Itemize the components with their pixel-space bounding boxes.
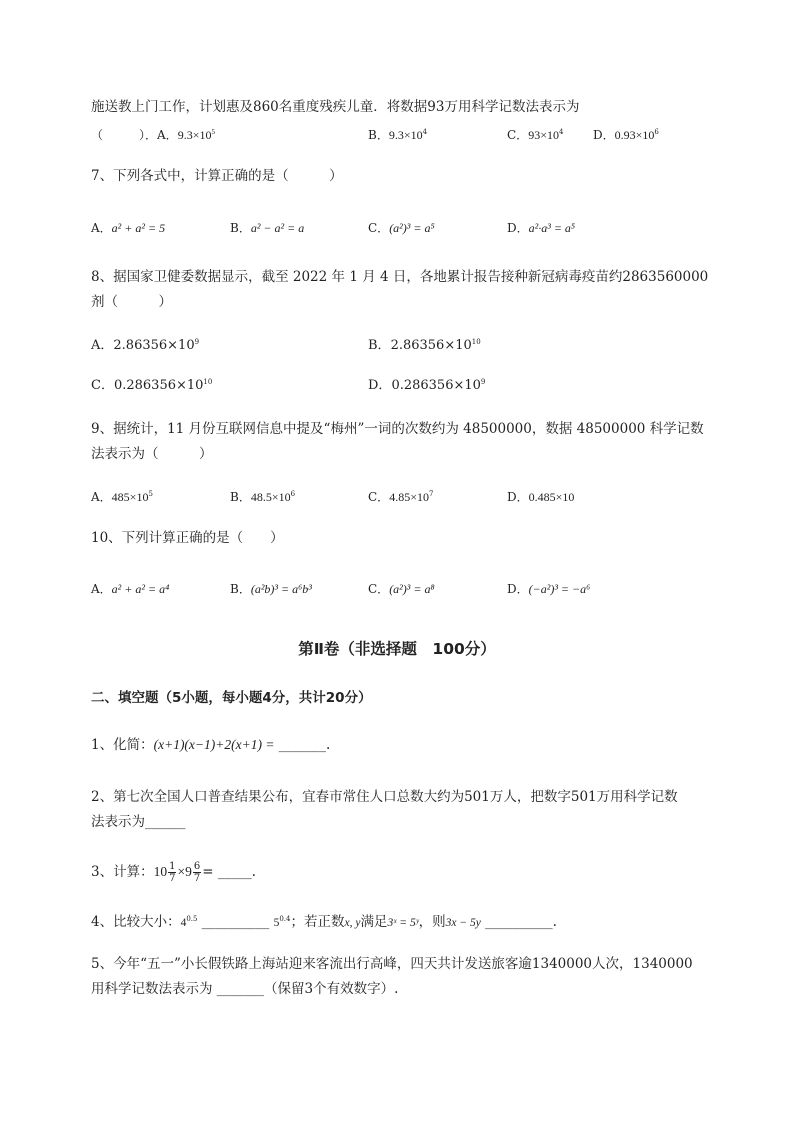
q8-stem-line1: 8、据国家卫健委数据显示，截至 2022 年 1 月 4 日，各地累计报告接种新冠病毒疫苗约2863560000: [91, 269, 709, 285]
fill-4-blank-1[interactable]: __________: [201, 914, 270, 930]
q6-option-d: D．$0.93\times 10^6$: [593, 128, 659, 142]
q7-stem: 7、下列各式中，计算正确的是（ ）: [91, 168, 343, 184]
fill-3-blank[interactable]: = _____.: [202, 864, 256, 880]
fill-4: 4、比较大小：$4^{0.5}$ __________ $5^{0.4}$；若正数x, y满足3ˣ = 5ʸ，则3x − 5y __________.: [91, 914, 557, 930]
q6-paren: （ ）．: [91, 128, 158, 142]
q7-option-d: D．a²·a³ = a⁵: [507, 221, 576, 235]
q6-stem-line: 施送教上门工作，计划惠及860名重度残疾儿童．将数据93万用科学记数法表示为: [91, 99, 580, 115]
fill-2-line2: 法表示为______: [91, 814, 186, 830]
q7-option-a: A．a² + a² = 5: [91, 221, 166, 235]
q8-option-b: B．$2.86356\times 10^{10}$: [368, 338, 481, 353]
fill-3: 3、计算：10 $\frac{1}{7}$ ×9 $\frac{6}{7}$ = _____.: [91, 861, 256, 884]
q8-option-c: C．$0.286356\times 10^{10}$: [91, 378, 213, 393]
q6-option-b: B．$9.3\times 10^4$: [368, 128, 428, 142]
q7-option-b: B．a² − a² = a: [230, 221, 305, 235]
q9-option-d: D．0.485×10: [507, 490, 575, 504]
q6-option-c: C．$93\times 10^4$: [507, 128, 564, 142]
q10-stem: 10、下列计算正确的是（ ）: [91, 530, 284, 546]
q8-stem-line2: 剂（ ）: [91, 294, 172, 310]
fraction-6-7: $\frac{6}{7}$: [193, 861, 201, 884]
q9-stem-line2: 法表示为（ ）: [91, 446, 213, 462]
fill-5-line1: 5、今年“五一”小长假铁路上海站迎来客流出行高峰，四天共计发送旅客逾1340000人次，1340000: [91, 956, 693, 972]
q8-option-a: A．$2.86356\times 10^9$: [91, 338, 200, 353]
q6-options-row: [91, 126, 215, 144]
q6-option-a-label: A．: [157, 128, 178, 142]
q10-option-a: A．a² + a² = a⁴: [91, 582, 170, 596]
fill-1-expr: (x+1)(x−1)+2(x+1) =: [153, 737, 275, 752]
q7-option-c: C．(a²)³ = a⁵: [368, 221, 435, 235]
q10-option-c: C．(a²)³ = a⁸: [368, 582, 435, 596]
fill-2-line1: 2、第七次全国人口普查结果公布，宜春市常住人口总数大约为501万人，把数字501万用科学记数: [91, 789, 678, 805]
q9-option-c: C．$4.85\times 10^7$: [368, 490, 434, 504]
section2-title: 二、填空题（5小题，每小题4分，共计20分）: [91, 690, 372, 706]
fraction-1-7: $\frac{1}{7}$: [169, 861, 176, 884]
fill-5-line2: 用科学记数法表示为 _______（保留3个有效数字）.: [91, 981, 399, 997]
part2-title: 第Ⅱ卷（非选择题 100分）: [298, 640, 496, 658]
q6-option-a: $9.3\times 10^5$: [177, 128, 215, 142]
q8-option-d: D．$0.286356\times 10^9$: [368, 378, 486, 393]
fill-1: 1、化简：(x+1)(x−1)+2(x+1) = _______.: [91, 737, 331, 753]
fill-1-blank[interactable]: _______.: [278, 737, 331, 753]
q10-option-d: D．(−a²)³ = −a⁶: [507, 582, 591, 596]
q10-option-b: B．(a²b)³ = a⁶b³: [230, 582, 312, 596]
fill-4-blank-2[interactable]: __________.: [485, 914, 557, 930]
q9-option-b: B．$48.5\times 10^6$: [230, 490, 296, 504]
q9-stem-line1: 9、据统计，11 月份互联网信息中提及“梅州”一词的次数约为 48500000，数据 48500000 科学记数: [91, 421, 704, 437]
q9-option-a: A．$485\times 10^5$: [91, 490, 153, 504]
